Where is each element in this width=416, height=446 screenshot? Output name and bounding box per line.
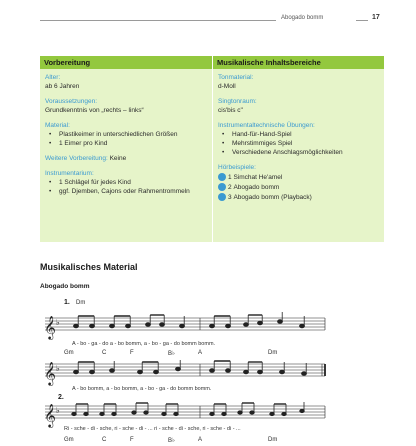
music-staff (40, 310, 380, 342)
lyrics-line: Ri - sche - di - sche, ri - sche - di - ... ri - sche - di - sche, ri - sche - di - ... (64, 426, 241, 432)
list-item: • Verschiedene Anschlagsmöglichkeiten (218, 148, 378, 157)
flat-icon: ♭ (56, 364, 60, 373)
singtonraum-block (218, 97, 378, 115)
chord-symbol: B♭ (168, 438, 175, 444)
header-rule-right (356, 20, 368, 21)
track-number: 2 (228, 183, 232, 191)
lyrics-line: A - bo bomm, a - bo bomm, a - bo - ga - do bomm bomm. (72, 386, 212, 392)
treble-clef-icon: 𝄞 (44, 315, 56, 339)
header-title: Abogado bomm (281, 15, 324, 21)
tonmaterial-label: Tonmaterial: (218, 74, 254, 81)
tonmaterial-value: d-Moll (218, 83, 236, 90)
weitere-label: Weitere Vorbereitung: (45, 155, 108, 162)
verse-number: 1. (64, 299, 70, 306)
list-item: • Plastikeimer in unterschiedlichen Größen (45, 130, 207, 139)
chord-symbol: A (198, 350, 203, 356)
voraussetzungen-label: Voraussetzungen: (45, 98, 98, 105)
alter-value: ab 6 Jahren (45, 83, 80, 90)
voraussetzungen-block (45, 97, 207, 115)
chord-symbol: F (130, 350, 134, 356)
track-number: 1 (228, 173, 232, 181)
chord-symbol: Dm (268, 350, 278, 356)
chord-symbol: A (198, 437, 203, 443)
chord-symbol: B♭ (168, 351, 175, 357)
content-column (218, 73, 378, 208)
alter-label: Alter: (45, 74, 61, 81)
uebungen-label: Instrumentaltechnische Übungen: (218, 122, 315, 129)
page-number: 17 (372, 14, 380, 21)
heading-musikalische-inhaltsbereiche: Musikalische Inhaltsbereiche (213, 56, 384, 69)
chord-symbol: Gm (64, 350, 74, 356)
treble-clef-icon: 𝄞 (44, 403, 56, 427)
list-item: • 1 Eimer pro Kind (45, 139, 207, 148)
header-rule-left (40, 20, 276, 21)
cd-icon (218, 193, 226, 201)
cd-icon (218, 183, 226, 191)
instrumentarium-list (45, 178, 207, 196)
track-title: Simchat He'amel (233, 173, 283, 181)
material-list (45, 130, 207, 148)
chord-symbol: Dm (76, 300, 86, 306)
track-number: 3 (228, 193, 232, 201)
instrumentarium-label: Instrumentarium: (45, 170, 94, 177)
chord-symbol: Gm (64, 437, 74, 443)
alter-block (45, 73, 207, 91)
verse-number: 2. (58, 394, 64, 401)
preparation-column (45, 73, 207, 202)
running-header (0, 14, 416, 26)
voraussetzungen-value: Grundkenntnis von „rechts – links“ (45, 107, 144, 114)
flat-icon: ♭ (56, 406, 60, 415)
song-title: Abogado bomm (40, 283, 90, 290)
weitere-block (45, 154, 207, 163)
section-title: Musikalisches Material (40, 262, 138, 272)
uebungen-block (218, 121, 378, 157)
flat-icon: ♭ (56, 318, 60, 327)
track-title: Abogado bomm (Playback) (233, 193, 312, 201)
music-staff (40, 398, 380, 428)
track-item[interactable] (218, 172, 378, 182)
chord-symbol: F (130, 437, 134, 443)
overview-table (40, 56, 384, 242)
list-item: • Hand-für-Hand-Spiel (218, 130, 378, 139)
weitere-value: Keine (109, 155, 127, 162)
chord-symbol: Dm (268, 437, 278, 443)
instrumentarium-block (45, 169, 207, 196)
material-block (45, 121, 207, 148)
chord-symbol: C (102, 350, 107, 356)
list-item: • ggf. Djemben, Cajons oder Rahmentrommeln (45, 187, 207, 196)
material-label: Material: (45, 122, 70, 129)
hoerbeispiele-block (218, 163, 378, 202)
singtonraum-label: Singtonraum: (218, 98, 257, 105)
column-divider (212, 56, 213, 242)
treble-clef-icon: 𝄞 (44, 361, 56, 385)
heading-vorbereitung: Vorbereitung (40, 56, 212, 69)
chord-symbol: C (102, 437, 107, 443)
track-item[interactable] (218, 192, 378, 202)
cd-icon (218, 173, 226, 181)
track-item[interactable] (218, 182, 378, 192)
track-title: Abogado bomm (233, 183, 280, 191)
lyrics-line: A - bo - ga - do a - bo bomm, a - bo - ga - do bomm bomm. (72, 341, 216, 347)
tonmaterial-block (218, 73, 378, 91)
uebungen-list (218, 130, 378, 157)
list-item: • Mehrstimmiges Spiel (218, 139, 378, 148)
hoerbeispiele-label: Hörbeispiele: (218, 164, 256, 171)
singtonraum-value: cis'bis c'' (218, 107, 244, 114)
music-staff (40, 356, 380, 388)
list-item: • 1 Schlägel für jedes Kind (45, 178, 207, 187)
